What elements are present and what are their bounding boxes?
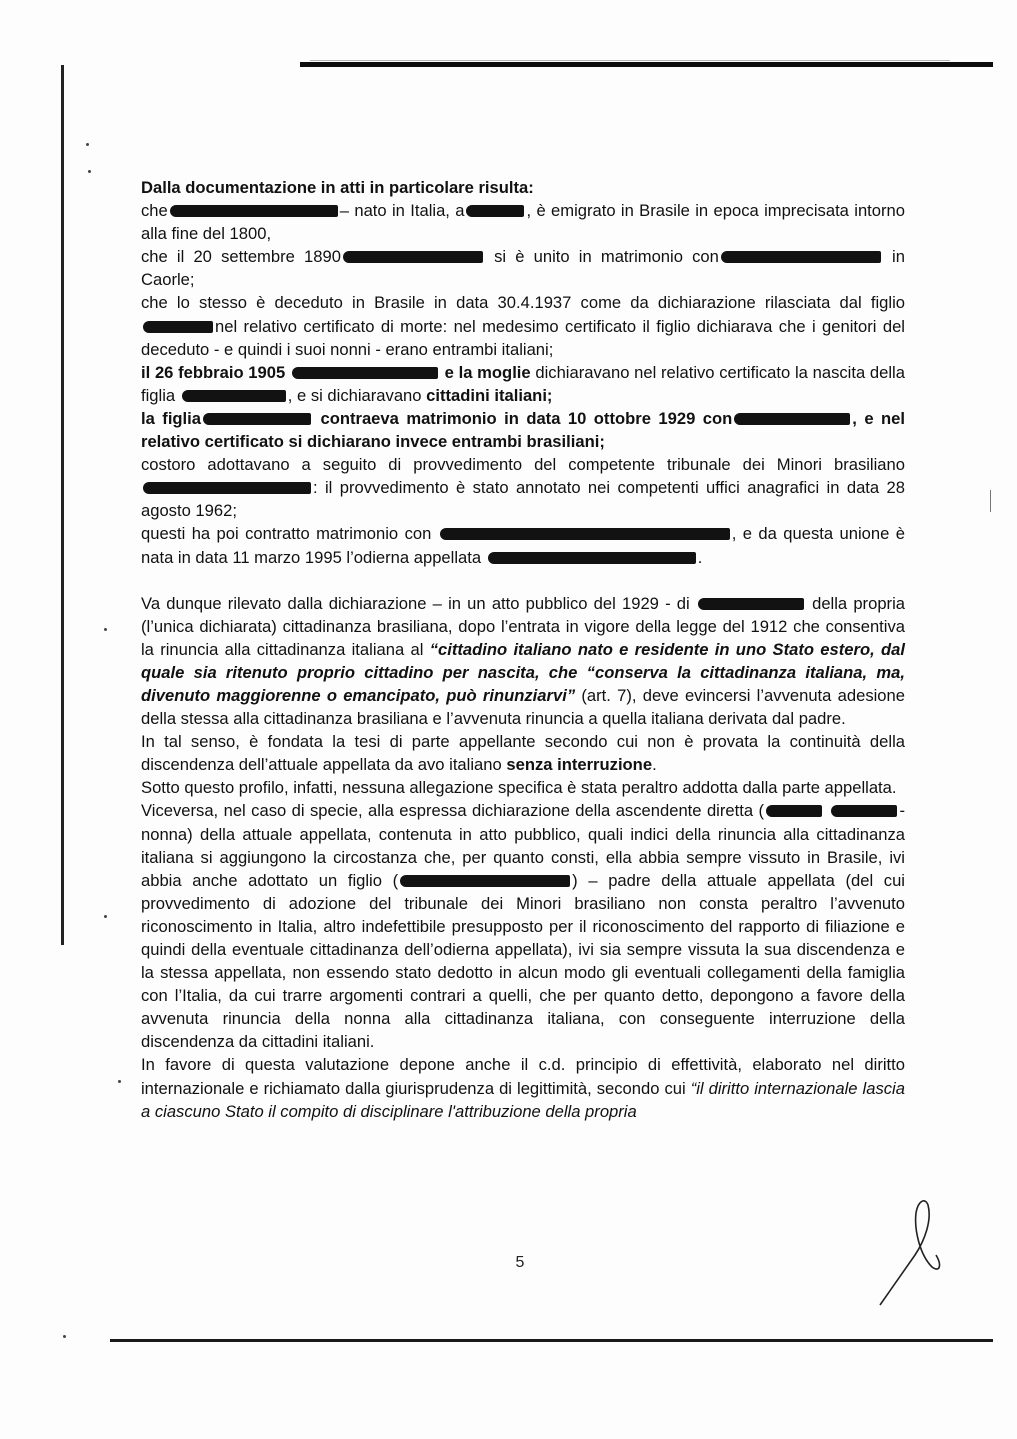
section-heading: Dalla documentazione in atti in particolare risulta: — [141, 178, 534, 197]
paragraph-1 — [141, 592, 905, 731]
redaction — [734, 413, 850, 425]
text: il 26 febbraio 1905 — [141, 362, 286, 382]
quoted-law: “cittadino italiano nato e residente in uno Stato estero, dal quale sia ritenuto proprio cittadino per nascita, che “conserva la cittadinanza italiana, ma, divenuto maggiorenne o emancipato, può rinunziarvi” — [141, 639, 905, 705]
text: cittadini italiani; — [426, 385, 553, 405]
text: , e si dichiaravano — [287, 385, 422, 405]
paragraph-3: Sotto questo profilo, infatti, nessuna allegazione specifica è stata peraltro addotta dalla parte appellata. — [141, 778, 897, 798]
fact-3 — [141, 291, 905, 360]
text: che il 20 settembre 1890 — [141, 247, 341, 267]
text: In tal senso, è fondata la tesi di parte appellante secondo cui non è provata la continuità della discendenza dell’attuale appellata da avo italiano — [141, 732, 905, 775]
quote: “il diritto internazionale lascia a ciascuno Stato il compito di disciplinare l'attribuzione della propria — [141, 1078, 905, 1121]
text: : il provvedimento è stato annotato nei competenti uffici anagrafici in data 28 agosto 1962; — [141, 478, 905, 521]
text: Va dunque rilevato dalla dichiarazione – in un atto pubblico del 1929 - di — [141, 593, 690, 613]
paragraph-2 — [141, 730, 905, 776]
text: , e nel relativo certificato si dichiarano invece entrambi brasiliani; — [141, 408, 905, 452]
scan-speck — [104, 628, 107, 631]
redaction — [143, 321, 213, 333]
text: . — [697, 547, 703, 567]
page-number: 5 — [515, 1254, 525, 1271]
fact-6 — [141, 453, 905, 522]
text: (art. 7), deve evincersi l’avvenuta adesione della stessa alla cittadinanza brasiliana e l’avvenuta rinuncia a quella italiana derivata dal padre. — [141, 685, 905, 729]
fact-4 — [141, 361, 905, 407]
text: costoro adottavano a seguito di provvedimento del competente tribunale dei Minori brasiliano — [141, 455, 905, 475]
redaction — [143, 482, 311, 494]
redaction — [698, 598, 804, 610]
text: -nonna) della attuale appellata, contenuta in atto pubblico, quali indici della rinuncia alla cittadinanza italiana si aggiungono la circostanza che, per quanto consti, ella abbia sempre vissuto in Brasile, ivi abbia anche adottato un figlio ( — [141, 801, 905, 890]
redaction — [400, 875, 570, 887]
redaction — [203, 413, 311, 425]
signature-mark — [870, 1195, 950, 1315]
redaction — [466, 205, 524, 217]
scan-speck — [118, 1080, 121, 1083]
text: che — [141, 201, 168, 221]
scan-border-bottom — [110, 1339, 993, 1342]
redaction — [170, 205, 338, 217]
text: della propria (l’unica dichiarata) cittadinanza brasiliana, dopo l’entrata in vigore della legge del 1912 che consentiva la rinuncia alla cittadinanza italiana al — [141, 593, 905, 659]
paragraph-gap — [141, 569, 905, 592]
text: si è unito in matrimonio con — [494, 247, 719, 267]
text: nel relativo certificato di morte: nel medesimo certificato il figlio dichiarava che i genitori del deceduto - e quindi i suoi nonni - erano entrambi italiani; — [141, 316, 905, 359]
scan-border-left — [61, 65, 64, 945]
scan-speck — [86, 143, 89, 146]
fact-5 — [141, 407, 905, 453]
text: dichiaravano nel relativo certificato la nascita della figlia — [141, 362, 905, 405]
scan-speck — [88, 170, 91, 173]
scan-border-top — [300, 62, 993, 67]
document-body — [141, 176, 905, 1123]
paragraph-4 — [141, 799, 905, 1053]
text: – nato in Italia, a — [339, 201, 465, 221]
redaction — [292, 367, 438, 379]
fact-7 — [141, 522, 905, 568]
redaction — [766, 805, 822, 817]
scan-border-top-faint — [310, 60, 950, 61]
text: , e da questa unione è nata in data 11 marzo 1995 l’odierna appellata — [141, 524, 905, 567]
emphasis: senza interruzione — [506, 755, 653, 775]
fact-2 — [141, 245, 905, 291]
paragraph-5 — [141, 1053, 905, 1122]
redaction — [721, 251, 881, 263]
scan-mark-right — [990, 490, 991, 512]
redaction — [182, 390, 286, 402]
text: Viceversa, nel caso di specie, alla espressa dichiarazione della ascendente diretta ( — [141, 801, 765, 821]
text: la figlia — [141, 408, 202, 428]
redaction — [831, 805, 897, 817]
text: e la moglie — [444, 362, 531, 382]
text: in Caorle; — [141, 247, 905, 290]
redaction — [343, 251, 483, 263]
text: . — [652, 755, 657, 775]
text: che lo stesso è deceduto in Brasile in data 30.4.1937 come da dichiarazione rilasciata dal figlio — [141, 293, 905, 313]
text: questi ha poi contratto matrimonio con — [141, 524, 432, 544]
text: , è emigrato in Brasile in epoca imprecisata intorno alla fine del 1800, — [141, 201, 905, 244]
redaction — [440, 528, 730, 540]
redaction — [488, 552, 696, 564]
text: In favore di questa valutazione depone anche il c.d. principio di effettività, elaborato nel diritto internazionale e richiamato dalla giurisprudenza di legittimità, secondo cui — [141, 1055, 905, 1098]
text: contraeva matrimonio in data 10 ottobre 1929 con — [320, 408, 733, 428]
text: ) – padre della attuale appellata (del cui provvedimento di adozione del tribunale dei Minori brasiliano non consta peraltro l’avvenuto riconoscimento in Italia, altro indefettibile presupposto per il riconoscimento del rapporto di filiazione e quindi della eventuale cittadinanza dell’odierna appellata), ivi sia sempre vissuta la sua discendenza e la stessa appellata, non essendo stato dedotto in alcun modo gli eventuali collegamenti della famiglia con l’Italia, da cui trarre argomenti contrari a quelli, che per quanto detto, depongono a favore della avvenuta rinuncia della nonna alla cittadinanza italiana, con conseguente interruzione della discendenza da cittadini italiani. — [141, 870, 905, 1052]
scan-speck — [63, 1335, 66, 1338]
fact-1 — [141, 199, 905, 245]
scan-speck — [104, 915, 107, 918]
